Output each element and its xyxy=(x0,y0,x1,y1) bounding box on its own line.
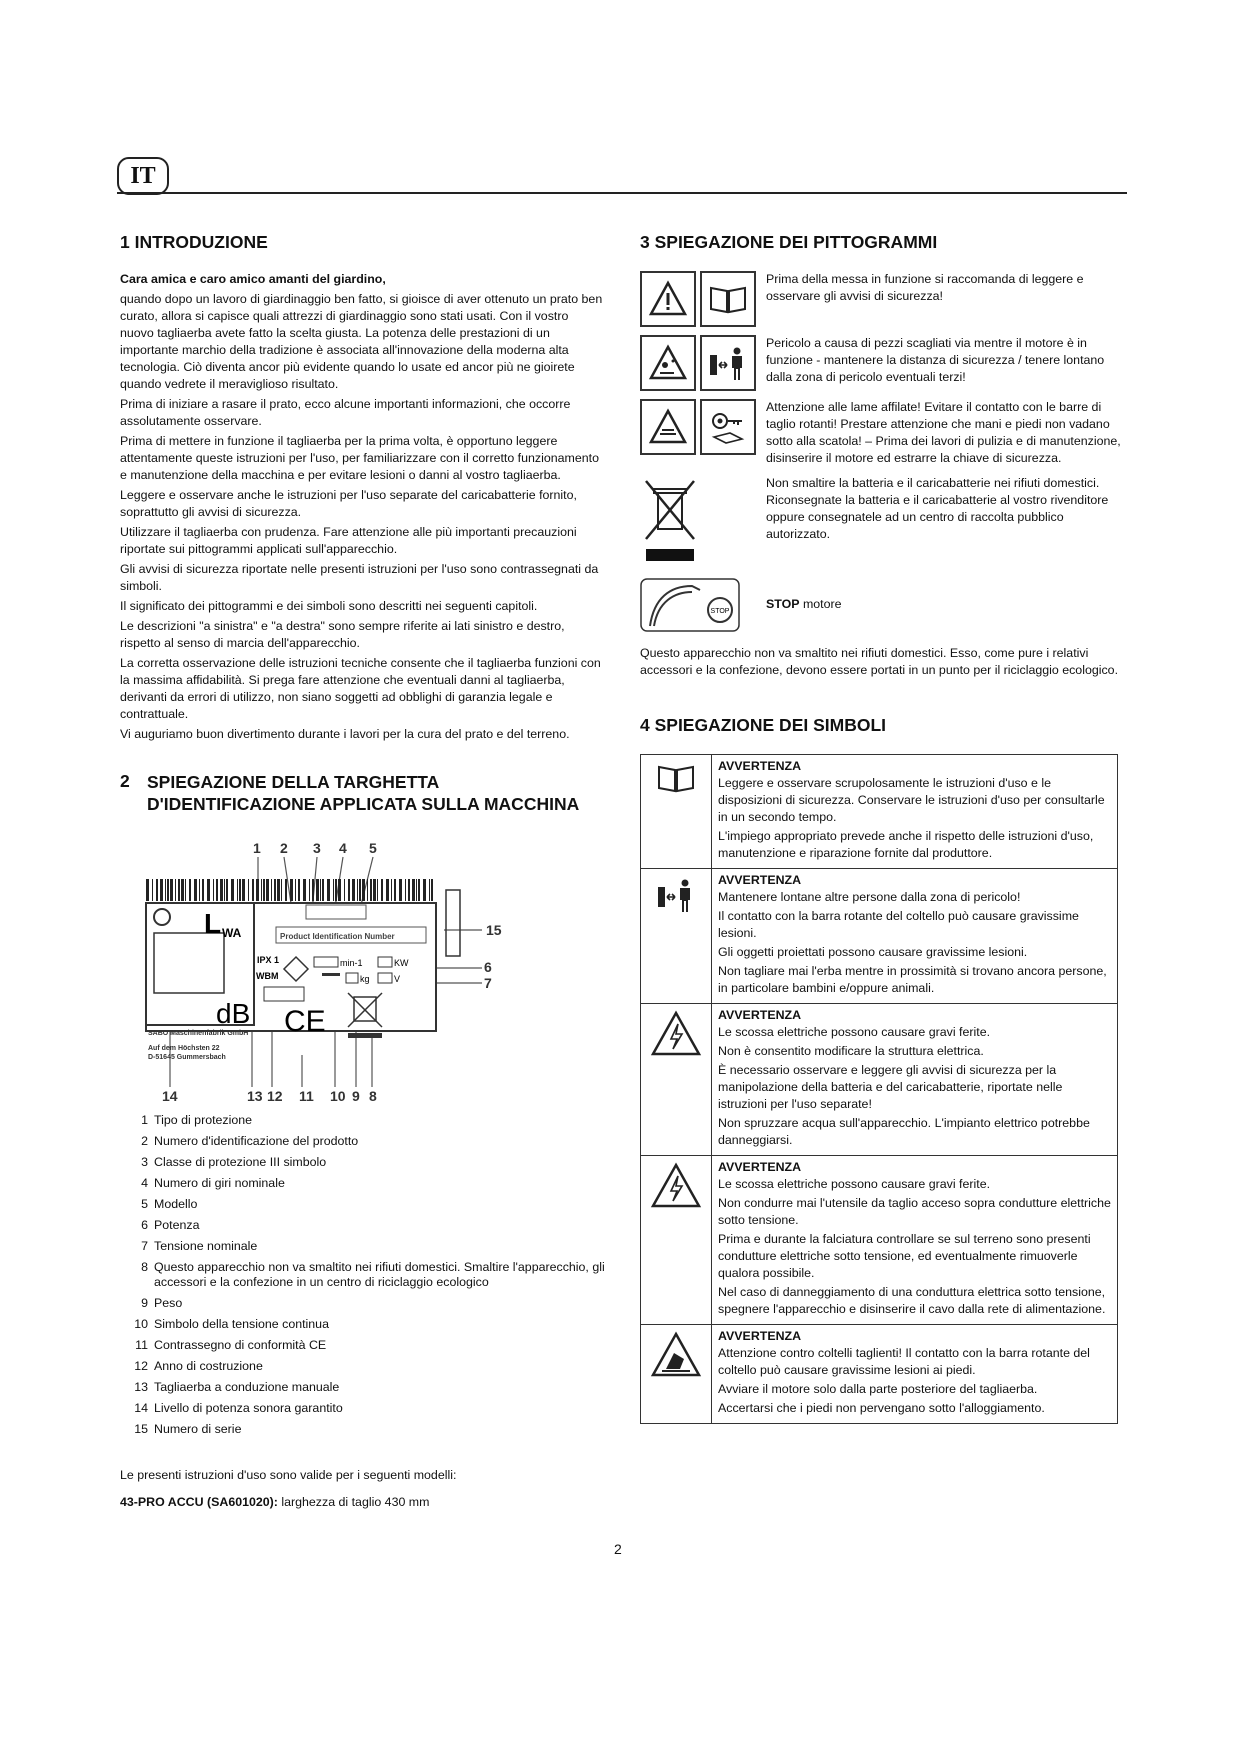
symbol-row xyxy=(641,1156,1118,1325)
symbol-icon-cell xyxy=(641,869,712,1004)
barcode-bar xyxy=(202,879,204,901)
keep-distance-icon xyxy=(642,875,710,920)
legend-text: Peso xyxy=(154,1296,183,1310)
legend-text: Numero di serie xyxy=(154,1422,242,1436)
barcode-bar xyxy=(320,879,321,901)
manual-book-icon xyxy=(642,761,710,800)
legend-text: Tensione nominale xyxy=(154,1239,258,1253)
legend-item xyxy=(132,1239,605,1254)
barcode-bar xyxy=(167,879,169,901)
keep-distance-icon xyxy=(700,335,756,391)
intro-paragraph: Vi auguriamo buon divertimento durante i lavori per la cura del prato e del terreno. xyxy=(120,727,570,741)
legend-text: Potenza xyxy=(154,1218,200,1232)
barcode-bar xyxy=(256,879,259,901)
svg-text:min-1: min-1 xyxy=(340,958,363,968)
pictogram-desc: Attenzione alle lame affilate! Evitare il contatto con le barre di taglio rotanti! Prestare attenzione che mani e piedi non vadano sotto alla scatola! – Prima dei lavori di pulizia e di manutenzione, disinserire il motore ed estrarre la chiave di sicurezza. xyxy=(766,400,1121,465)
symbol-text-cell xyxy=(712,869,1118,1004)
plate-label: CE xyxy=(284,1005,326,1038)
plate-label: 3 xyxy=(313,840,321,856)
legend-number: 12 xyxy=(134,1359,148,1373)
pictogram-bold: STOP xyxy=(766,597,800,611)
plate-label: 7 xyxy=(484,975,492,991)
barcode-bar xyxy=(237,879,238,901)
left-column xyxy=(120,232,605,1514)
legend-number: 7 xyxy=(141,1239,148,1253)
barcode-bar xyxy=(327,879,330,901)
barcode-bar xyxy=(295,879,296,901)
barcode-bar xyxy=(252,879,254,901)
warning-triangle-icon xyxy=(640,271,696,327)
barcode-bar xyxy=(377,879,378,901)
plate-label: 10 xyxy=(330,1088,346,1104)
barcode-bar xyxy=(285,879,287,901)
barcode-bar xyxy=(220,879,223,901)
legend-item xyxy=(132,1218,605,1233)
barcode-bar xyxy=(271,879,272,901)
symbol-icon-cell xyxy=(641,1156,712,1325)
legend-item xyxy=(132,1401,605,1416)
barcode-bar xyxy=(178,879,180,901)
svg-text:STOP: STOP xyxy=(710,608,730,615)
barcode-bar xyxy=(381,879,383,901)
language-badge: IT xyxy=(117,157,169,195)
pictogram-text xyxy=(756,578,842,613)
symbol-row xyxy=(641,869,1118,1004)
warning-heading: AVVERTENZA xyxy=(718,1329,802,1343)
legend-text: Numero d'identificazione del prodotto xyxy=(154,1134,359,1148)
barcode-bar xyxy=(290,879,293,901)
plate-label: 8 xyxy=(369,1088,377,1104)
barcode-bar xyxy=(207,879,210,901)
barcode-bar xyxy=(386,879,389,901)
section-3-title: 3 SPIEGAZIONE DEI PITTOGRAMMI xyxy=(640,232,938,252)
barcode-bar xyxy=(248,879,249,901)
legend-item xyxy=(132,1317,605,1332)
symbol-icon-cell xyxy=(641,1004,712,1156)
symbol-icon-cell xyxy=(641,1325,712,1424)
intro-paragraph: Il significato dei pittogrammi e dei simboli sono descritti nei seguenti capitoli. xyxy=(120,599,538,613)
warning-line: Avviare il motore solo dalla parte posteriore del tagliaerba. xyxy=(718,1382,1038,1396)
legend-item xyxy=(132,1260,605,1290)
section-2-number: 2 xyxy=(120,771,130,791)
warning-line: Gli oggetti proiettati possono causare gravissime lesioni. xyxy=(718,945,1028,959)
intro-paragraphs xyxy=(120,291,605,743)
intro-paragraph: La corretta osservazione delle istruzioni tecniche consente che il tagliaerba funzioni con la massima affidabilità. Si prega fare attenzione che eventuali danni al tagliaerba, derivanti da errori di utilizzo, non siano soggetti ad obblighi di garanzia legale e contrattuale. xyxy=(120,656,601,721)
stop-handle-icon xyxy=(640,578,750,637)
barcode-bar xyxy=(423,879,426,901)
legend-text: Tagliaerba a conduzione manuale xyxy=(154,1380,340,1394)
symbol-row xyxy=(641,1004,1118,1156)
legend-text: Numero di giri nominale xyxy=(154,1176,285,1190)
warning-line: Non è consentito modificare la struttura elettrica. xyxy=(718,1044,984,1058)
barcode-bar xyxy=(185,879,186,901)
symbol-text-cell xyxy=(712,1325,1118,1424)
barcode-bar xyxy=(357,879,358,901)
legend-number: 10 xyxy=(134,1317,148,1331)
intro-paragraph: Gli avvisi di sicurezza riportate nelle presenti istruzioni per l'uso sono contrassegnati da simboli. xyxy=(120,562,599,593)
barcode-bar xyxy=(175,879,176,901)
barcode-bar xyxy=(335,879,337,901)
page-number: 2 xyxy=(614,1541,622,1557)
barcode-bar xyxy=(344,879,345,901)
remove-key-icon xyxy=(700,399,756,455)
barcode-bar xyxy=(239,879,241,901)
barcode-bar xyxy=(408,879,410,901)
warning-line: È necessario osservare e leggere gli avvisi di sicurezza per la manipolazione della batteria e del caricabatterie, riportate nelle istruzioni per l'uso separate! xyxy=(718,1063,1063,1111)
legend-number: 13 xyxy=(134,1380,148,1394)
barcode-bar xyxy=(199,879,200,901)
pictogram-row xyxy=(640,399,1125,467)
legend-item xyxy=(132,1134,605,1149)
pictogram-list xyxy=(640,271,1125,637)
legend-text: Classe di protezione III simbolo xyxy=(154,1155,327,1169)
warning-line: Prima e durante la falciatura controllare se sul terreno sono presenti condutture elettriche sotto tensione, ed eventualmente rimuoverle qualora possibile. xyxy=(718,1232,1091,1280)
intro-paragraph: Prima di mettere in funzione il tagliaerba per la prima volta, è opportuno leggere attentamente queste istruzioni per l'uso, per familiarizzare con il corretto funzionamento e manutenzione della macchina e per evitare lesioni o danni al vostro tagliaerba. xyxy=(120,434,599,482)
plate-label: 11 xyxy=(299,1088,314,1104)
symbol-text-cell xyxy=(712,755,1118,869)
legend-text: Contrassegno di conformità CE xyxy=(154,1338,327,1352)
pictogram-row xyxy=(640,475,1125,570)
legend-number: 11 xyxy=(135,1338,148,1352)
legend-item xyxy=(132,1155,605,1170)
legend-item xyxy=(132,1113,605,1128)
pictogram-text xyxy=(756,271,1125,305)
pictogram-row xyxy=(640,578,1125,637)
warning-line: L'impiego appropriato prevede anche il rispetto delle istruzioni d'uso, manutenzione e riparazione fornite dal produttore. xyxy=(718,829,1094,860)
plate-label: 2 xyxy=(280,840,288,856)
model-line xyxy=(120,1494,605,1511)
legend-number: 8 xyxy=(141,1260,148,1274)
barcode-bar xyxy=(370,879,372,901)
electric-hazard-icon xyxy=(642,1162,710,1215)
plate-label: 14 xyxy=(162,1088,178,1104)
plate-label: WBM xyxy=(256,971,279,981)
legend-text: Simbolo della tensione continua xyxy=(154,1317,329,1331)
crossed-bin-icon xyxy=(640,475,704,570)
barcode-bar xyxy=(429,879,430,901)
barcode-bar xyxy=(362,879,365,901)
barcode-bar xyxy=(416,879,417,901)
right-column xyxy=(640,232,1125,1424)
symbol-row xyxy=(641,755,1118,869)
barcode-bar xyxy=(431,879,433,901)
symbol-icon-cell xyxy=(641,755,712,869)
pictogram-desc: motore xyxy=(799,597,842,611)
warning-line: Le scossa elettriche possono causare gravi ferite. xyxy=(718,1025,991,1039)
rating-plate-svg xyxy=(134,835,534,1105)
barcode-bar xyxy=(224,879,225,901)
pictogram-row xyxy=(640,335,1125,391)
legend-number: 14 xyxy=(134,1401,148,1415)
legend-item xyxy=(132,1338,605,1353)
barcode-bar xyxy=(303,879,306,901)
plate-label: L xyxy=(204,908,222,939)
warning-heading: AVVERTENZA xyxy=(718,759,802,773)
pictogram-icons xyxy=(640,271,756,327)
warning-line: Nel caso di danneggiamento di una conduttura elettrica sotto tensione, spegnere l'apparecchio e disinserire il cavo dalla rete di alimentazione. xyxy=(718,1285,1106,1316)
legend-number: 1 xyxy=(141,1113,148,1127)
plate-legend xyxy=(132,1113,605,1437)
barcode-bar xyxy=(277,879,280,901)
barcode-bar xyxy=(160,879,163,901)
warning-heading: AVVERTENZA xyxy=(718,1160,802,1174)
plate-label: WA xyxy=(222,926,242,940)
legend-item xyxy=(132,1197,605,1212)
plate-label: 9 xyxy=(352,1088,360,1104)
blade-hazard-icon xyxy=(640,399,696,455)
plate-label: IPX 1 xyxy=(257,955,280,965)
plate-label: 6 xyxy=(484,959,492,975)
warning-line: Le scossa elettriche possono causare gravi ferite. xyxy=(718,1177,991,1191)
pictogram-desc: Pericolo a causa di pezzi scagliati via mentre il motore è in funzione - mantenere la distanza di sicurezza / tenere lontano dalla zona di pericolo eventuali terzi! xyxy=(766,336,1105,384)
intro-paragraph: Utilizzare il tagliaerba con prudenza. Fare attenzione alle più importanti precauzioni riportate sui pittogrammi applicati sull'apparecchio. xyxy=(120,525,577,556)
barcode-bar xyxy=(373,879,376,901)
barcode-bar xyxy=(266,879,269,901)
warning-line: Il contatto con la barra rotante del coltello può causare gravissime lesioni. xyxy=(718,909,1079,940)
legend-number: 4 xyxy=(141,1176,148,1190)
barcode-bar xyxy=(391,879,392,901)
barcode-bar xyxy=(348,879,350,901)
legend-item xyxy=(132,1176,605,1191)
warning-line: Non condurre mai l'utensile da taglio acceso sopra condutture elettriche sotto tensione. xyxy=(718,1196,1111,1227)
thrown-objects-icon xyxy=(640,335,696,391)
plate-label: 1 xyxy=(253,840,261,856)
section-2-title xyxy=(120,771,605,815)
barcode-bar xyxy=(338,879,341,901)
barcode-bar xyxy=(412,879,415,901)
legend-number: 9 xyxy=(141,1296,148,1310)
legend-text: Tipo di protezione xyxy=(154,1113,253,1127)
barcode-bar xyxy=(309,879,310,901)
barcode-bar xyxy=(352,879,355,901)
intro-paragraph: Le descrizioni "a sinistra" e "a destra" sono sempre riferite ai lati sinistro e destro, rispetto al senso di marcia dell'apparecchio. xyxy=(120,619,565,650)
legend-text: Questo apparecchio non va smaltito nei rifiuti domestici. Smaltire l'apparecchio, gli accessori e la confezione in un centro di riciclaggio ecologico xyxy=(154,1260,605,1289)
warning-line: Non spruzzare acqua sull'apparecchio. L'impianto elettrico potrebbe danneggiarsi. xyxy=(718,1116,1090,1147)
legend-item xyxy=(132,1380,605,1395)
warning-heading: AVVERTENZA xyxy=(718,1008,802,1022)
barcode-bar xyxy=(333,879,334,901)
warning-line: Accertarsi che i piedi non pervengano sotto l'alloggiamento. xyxy=(718,1401,1045,1415)
intro-paragraph: Prima di iniziare a rasare il prato, ecco alcune importanti informazioni, che occorre assolutamente osservare. xyxy=(120,397,571,428)
barcode-bar xyxy=(216,879,218,901)
barcode-bar xyxy=(399,879,402,901)
barcode-bar xyxy=(231,879,234,901)
plate-label: 15 xyxy=(486,922,502,938)
barcode-bar xyxy=(274,879,276,901)
plate-label: 12 xyxy=(267,1088,283,1104)
barcode-bar xyxy=(213,879,214,901)
pictogram-text xyxy=(756,335,1125,386)
pictogram-desc: Non smaltire la batteria e il caricabatterie nei rifiuti domestici. Riconsegnate la batteria e il caricabatterie al vostro rivenditore oppure consegnatele ad un centro di raccolta pubblico autorizzato. xyxy=(766,476,1109,541)
rating-plate-figure xyxy=(134,835,534,1105)
disposal-note: Questo apparecchio non va smaltito nei rifiuti domestici. Esso, come pure i relativi accessori e la confezione, devono essere portati in un punto per il riciclaggio ecologico. xyxy=(640,646,1119,677)
warning-line: Mantenere lontane altre persone dalla zona di pericolo! xyxy=(718,890,1021,904)
legend-text: Livello di potenza sonora garantito xyxy=(154,1401,343,1415)
symbol-row xyxy=(641,1325,1118,1424)
pictogram-row xyxy=(640,271,1125,327)
barcode-bar xyxy=(165,879,166,901)
plate-label: V xyxy=(394,974,401,984)
electric-hazard-icon xyxy=(642,1010,710,1063)
barcode-bar xyxy=(367,879,368,901)
plate-label: D-51645 Gummersbach xyxy=(148,1054,226,1061)
model-desc: larghezza di taglio 430 mm xyxy=(277,1495,430,1509)
pictogram-text xyxy=(756,399,1125,467)
barcode-bar xyxy=(405,879,406,901)
section-1-title: 1 INTRODUZIONE xyxy=(120,232,268,252)
barcode-bar xyxy=(261,879,262,901)
barcode-bar xyxy=(152,879,153,901)
barcode-bar xyxy=(281,879,282,901)
plate-label: 5 xyxy=(369,840,377,856)
barcode-bar xyxy=(156,879,158,901)
barcode-bar xyxy=(312,879,314,901)
barcode-bar xyxy=(242,879,245,901)
barcode-bar xyxy=(194,879,197,901)
intro-paragraph: Leggere e osservare anche le istruzioni per l'uso separate del caricabatterie fornito, soprattutto gli avvisi di sicurezza. xyxy=(120,488,577,519)
manual-book-icon xyxy=(700,271,756,327)
pictogram-icons xyxy=(640,335,756,391)
barcode-bar xyxy=(418,879,420,901)
pictogram-text xyxy=(756,475,1125,543)
pictogram-icons xyxy=(640,475,756,570)
section-2-heading: SPIEGAZIONE DELLA TARGHETTA D'IDENTIFICAZIONE APPLICATA SULLA MACCHINA xyxy=(147,772,580,814)
barcode-bar xyxy=(170,879,173,901)
plate-label: 13 xyxy=(247,1088,263,1104)
legend-number: 2 xyxy=(141,1134,148,1148)
pictogram-icons xyxy=(640,399,756,455)
warning-line: Leggere e osservare scrupolosamente le istruzioni d'uso e le disposizioni di sicurezza. Conservare le istruzioni d'uso per consultarle in un secondo tempo. xyxy=(718,776,1105,824)
legend-text: Modello xyxy=(154,1197,198,1211)
barcode-bar xyxy=(226,879,228,901)
plate-label: Auf dem Höchsten 22 xyxy=(148,1045,220,1052)
barcode-bar xyxy=(298,879,300,901)
barcode-bar xyxy=(146,879,149,901)
barcode-bar xyxy=(322,879,324,901)
warning-line: Non tagliare mai l'erba mentre in prossimità si trovano ancora persone, in particolare bambini e/oppure animali. xyxy=(718,964,1107,995)
barcode-bar xyxy=(263,879,265,901)
plate-label: KW xyxy=(394,958,409,968)
barcode-bar xyxy=(316,879,319,901)
greeting: Cara amica e caro amico amanti del giardino, xyxy=(120,272,386,286)
barcode-bar xyxy=(394,879,396,901)
barcode-bar xyxy=(189,879,191,901)
barcode-bar xyxy=(181,879,184,901)
symbols-table xyxy=(640,754,1118,1424)
symbol-text-cell xyxy=(712,1004,1118,1156)
intro-paragraph: quando dopo un lavoro di giardinaggio ben fatto, si gioisce di aver ottenuto un prato ben curato, allora si capisce quali attrezzi di giardinaggio sono stati usati. Con il vostro nuovo tagliaerba avete fatto la scelta giusta. La potenza delle prestazioni di un importante marchio della tradizione è associata all'innovazione della moderna alta tecnologia. Ciò diventa ancor più evidente quando lo usate ed ancor più ne gioirete quando vedrete il meraviglioso risultato. xyxy=(120,292,603,391)
barcode-bar xyxy=(359,879,361,901)
warning-heading: AVVERTENZA xyxy=(718,873,802,887)
section-4-title: 4 SPIEGAZIONE DEI SIMBOLI xyxy=(640,715,887,735)
legend-item xyxy=(132,1422,605,1437)
legend-text: Anno di costruzione xyxy=(154,1359,263,1373)
plate-label: dB xyxy=(216,998,251,1029)
legend-number: 5 xyxy=(141,1197,148,1211)
models-intro: Le presenti istruzioni d'uso sono valide per i seguenti modelli: xyxy=(120,1468,457,1482)
header-rule xyxy=(117,192,1127,194)
plate-label: Product Identification Number xyxy=(280,932,395,941)
legend-number: 6 xyxy=(141,1218,148,1232)
model-name: 43-PRO ACCU (SA601020): xyxy=(120,1495,278,1509)
symbol-text-cell xyxy=(712,1156,1118,1325)
pictogram-icons xyxy=(640,578,756,637)
warning-line: Attenzione contro coltelli taglienti! Il contatto con la barra rotante del coltello può causare gravissime lesioni ai piedi. xyxy=(718,1346,1090,1377)
legend-item xyxy=(132,1296,605,1311)
plate-label: SABO Maschinenfabrik GmbH xyxy=(148,1030,249,1037)
foot-blade-icon xyxy=(642,1331,710,1384)
legend-number: 3 xyxy=(141,1155,148,1169)
legend-item xyxy=(132,1359,605,1374)
plate-label: 4 xyxy=(339,840,347,856)
legend-number: 15 xyxy=(134,1422,148,1436)
plate-label: kg xyxy=(360,974,370,984)
pictogram-desc: Prima della messa in funzione si raccomanda di leggere e osservare gli avvisi di sicurezza! xyxy=(766,272,1084,303)
